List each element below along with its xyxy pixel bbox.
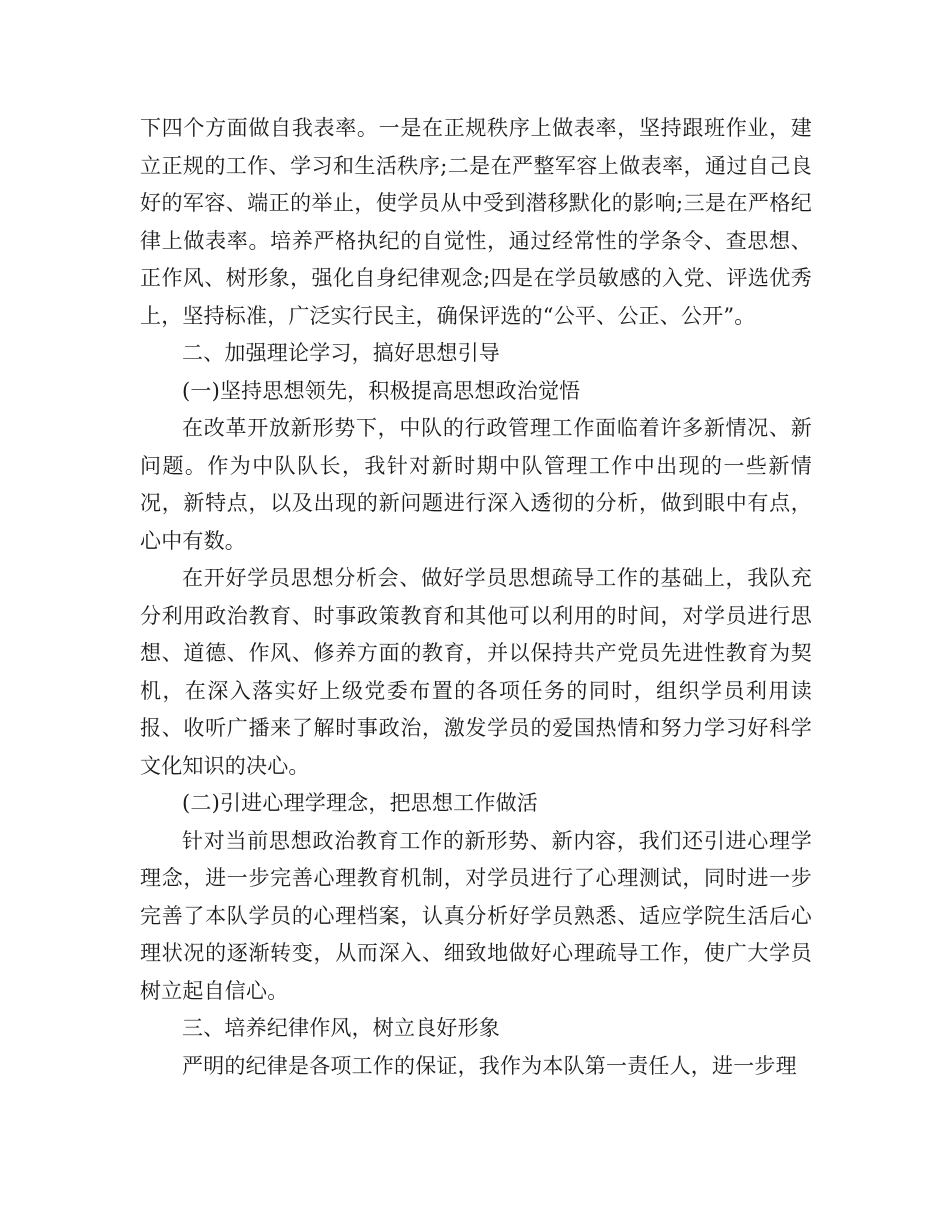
paragraph-psychology-work: 针对当前思想政治教育工作的新形势、新内容，我们还引进心理学理念，进一步完善心理教育机制，对学员进行了心理测试，同时进一步完善了本队学员的心理档案，认真分析好学员熟悉、适应学院生活后心理状况的逐渐转变，从而深入、细致地做好心理疏导工作，使广大学员树立起自信心。 — [140, 828, 812, 1003]
paragraph-political-education: 在开好学员思想分析会、做好学员思想疏导工作的基础上，我队充分利用政治教育、时事政策教育和其他可以利用的时间，对学员进行思想、道德、作风、修养方面的教育，并以保持共产党员先进性教育为契机，在深入落实好上级党委布置的各项任务的同时，组织学员利用读报、收听广播来了解时事政治，激发学员的爱国热情和努力学习好科学文化知识的决心。 — [140, 566, 812, 778]
paragraph-new-situation: 在改革开放新形势下，中队的行政管理工作面临着许多新情况、新问题。作为中队队长，我针对新时期中队管理工作中出现的一些新情况，新特点，以及出现的新问题进行深入透彻的分析，做到眼中有点，心中有数。 — [140, 416, 812, 553]
section-heading-discipline: 三、培养纪律作风，树立良好形象 — [182, 1016, 500, 1040]
document-page — [140, 110, 812, 1085]
paragraph-self-example: 下四个方面做自我表率。一是在正规秩序上做表率，坚持跟班作业，建立正规的工作、学习和生活秩序;二是在严整军容上做表率，通过自己良好的军容、端正的举止，使学员从中受到潜移默化的影响;三是在严格纪律上做表率。培养严格执纪的自觉性，通过经常性的学条令、查思想、正作风、树形象，强化自身纪律观念;四是在学员敏感的入党、评选优秀上，坚持标准，广泛实行民主，确保评选的“公平、公正、公开”。 — [140, 116, 812, 328]
section-heading-theory-study: 二、加强理论学习，搞好思想引导 — [182, 341, 500, 365]
subsection-heading-thought-first: (一)坚持思想领先，积极提高思想政治觉悟 — [182, 378, 581, 403]
subsection-heading-psychology: (二)引进心理学理念，把思想工作做活 — [182, 791, 538, 815]
paragraph-discipline: 严明的纪律是各项工作的保证，我作为本队第一责任人，进一步理 — [182, 1053, 797, 1078]
